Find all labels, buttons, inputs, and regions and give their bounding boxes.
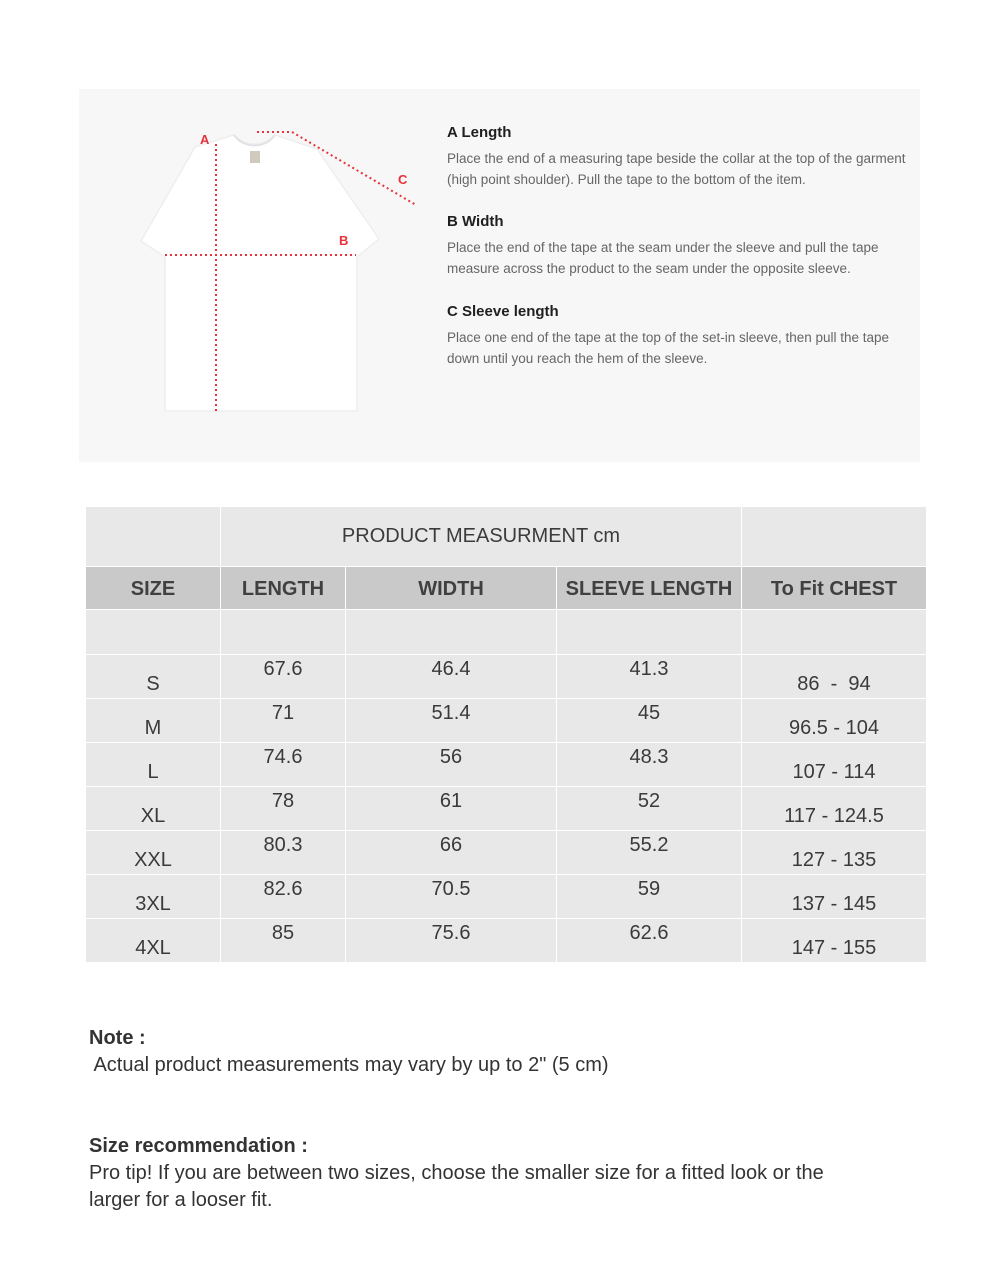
width-cell xyxy=(346,831,557,875)
collar-label xyxy=(250,151,260,163)
tshirt-shape xyxy=(141,135,379,411)
guide-item-length xyxy=(447,124,917,190)
width-cell-value: 56 xyxy=(439,746,463,768)
guide-title: B Width xyxy=(447,213,504,230)
width-cell-value: 61 xyxy=(439,790,463,812)
length-cell xyxy=(221,699,346,743)
table-row xyxy=(86,655,926,699)
length-cell-value: 82.6 xyxy=(263,878,303,900)
column-header: WIDTH xyxy=(346,567,557,610)
table-body xyxy=(86,655,926,963)
column-header: SIZE xyxy=(86,567,221,610)
size-recommendation-block xyxy=(89,1135,824,1212)
chest-cell-value: 127 - 135 xyxy=(791,849,877,871)
note-block xyxy=(89,1027,609,1077)
length-cell xyxy=(221,875,346,919)
note-label: Note : xyxy=(89,1027,146,1049)
width-cell xyxy=(346,919,557,963)
sleeve-cell xyxy=(557,743,742,787)
length-cell xyxy=(221,831,346,875)
length-cell xyxy=(221,743,346,787)
sleeve-cell-value: 59 xyxy=(637,878,661,900)
size-cell-value: XL xyxy=(140,805,166,827)
size-cell xyxy=(86,699,221,743)
width-cell xyxy=(346,699,557,743)
label-a: A xyxy=(200,132,210,147)
sleeve-cell xyxy=(557,919,742,963)
label-b: B xyxy=(339,233,349,248)
chest-cell xyxy=(742,919,926,963)
size-cell xyxy=(86,743,221,787)
sleeve-cell xyxy=(557,875,742,919)
sleeve-cell-value: 62.6 xyxy=(629,922,669,944)
column-header: LENGTH xyxy=(221,567,346,610)
tshirt-diagram xyxy=(79,89,439,462)
sleeve-cell xyxy=(557,699,742,743)
table-row xyxy=(86,699,926,743)
table-spacer-row xyxy=(86,610,926,655)
recommendation-text: larger for a looser fit. xyxy=(89,1189,273,1211)
table-header-row xyxy=(86,567,926,610)
width-cell-value: 75.6 xyxy=(431,922,471,944)
chest-cell xyxy=(742,699,926,743)
size-cell-value: S xyxy=(146,673,160,695)
size-cell-value: XXL xyxy=(134,849,172,871)
guide-desc: Place the end of the tape at the seam under the sleeve and pull the tape measure across the product to the seam under the opposite sleeve. xyxy=(447,240,879,276)
guide-title: C Sleeve length xyxy=(447,303,559,320)
recommendation-label: Size recommendation : xyxy=(89,1135,308,1157)
width-cell-value: 46.4 xyxy=(431,658,471,680)
column-header: SLEEVE LENGTH xyxy=(557,567,742,610)
length-cell xyxy=(221,655,346,699)
guide-title: A Length xyxy=(447,124,512,141)
chest-cell-value: 117 - 124.5 xyxy=(784,805,884,827)
sleeve-cell-value: 52 xyxy=(637,790,661,812)
chest-cell xyxy=(742,655,926,699)
sleeve-cell xyxy=(557,655,742,699)
size-cell-value: 4XL xyxy=(135,937,171,959)
chest-cell xyxy=(742,743,926,787)
table-row xyxy=(86,743,926,787)
label-c: C xyxy=(398,172,408,187)
table-title-row xyxy=(86,507,926,567)
note-text: Actual product measurements may vary by up to 2" (5 cm) xyxy=(89,1054,609,1076)
column-header: To Fit CHEST xyxy=(742,567,926,610)
chest-cell-value: 96.5 - 104 xyxy=(788,717,880,739)
chest-cell xyxy=(742,831,926,875)
size-chart-table xyxy=(86,507,926,963)
width-cell xyxy=(346,787,557,831)
guide-desc: Place the end of a measuring tape beside the collar at the top of the garment (high point shoulder). Pull the tape to the bottom of the item. xyxy=(447,151,906,187)
length-cell-value: 67.6 xyxy=(263,658,303,680)
length-cell-value: 74.6 xyxy=(263,746,303,768)
width-cell xyxy=(346,655,557,699)
width-cell-value: 66 xyxy=(439,834,463,856)
measurement-guide xyxy=(79,89,920,462)
width-cell-value: 51.4 xyxy=(431,702,471,724)
width-cell xyxy=(346,875,557,919)
size-cell xyxy=(86,655,221,699)
chest-cell-value: 147 - 155 xyxy=(791,937,877,959)
chest-cell-value: 137 - 145 xyxy=(791,893,877,915)
sleeve-cell xyxy=(557,787,742,831)
length-cell xyxy=(221,919,346,963)
sleeve-cell-value: 55.2 xyxy=(629,834,669,856)
size-cell xyxy=(86,919,221,963)
chest-cell-value: 86 - 94 xyxy=(797,673,871,695)
size-cell xyxy=(86,875,221,919)
size-cell xyxy=(86,787,221,831)
chest-cell xyxy=(742,787,926,831)
guide-item-sleeve xyxy=(447,303,917,369)
recommendation-text: Pro tip! If you are between two sizes, choose the smaller size for a fitted look or the xyxy=(89,1162,824,1184)
table-row xyxy=(86,919,926,963)
sleeve-cell xyxy=(557,831,742,875)
length-cell-value: 78 xyxy=(271,790,295,812)
size-cell-value: 3XL xyxy=(135,893,171,915)
guide-item-width xyxy=(447,213,917,279)
sleeve-cell-value: 41.3 xyxy=(629,658,669,680)
sleeve-cell-value: 48.3 xyxy=(629,746,669,768)
length-cell xyxy=(221,787,346,831)
chest-cell-value: 107 - 114 xyxy=(792,761,876,783)
length-cell-value: 85 xyxy=(271,922,295,944)
table-row xyxy=(86,875,926,919)
width-cell xyxy=(346,743,557,787)
width-cell-value: 70.5 xyxy=(431,878,471,900)
size-cell xyxy=(86,831,221,875)
length-cell-value: 71 xyxy=(271,702,295,724)
chest-cell xyxy=(742,875,926,919)
size-cell-value: M xyxy=(144,717,162,739)
table-row xyxy=(86,787,926,831)
length-cell-value: 80.3 xyxy=(263,834,303,856)
size-cell-value: L xyxy=(147,761,159,783)
table-row xyxy=(86,831,926,875)
sleeve-cell-value: 45 xyxy=(637,702,661,724)
guide-desc: Place one end of the tape at the top of the set-in sleeve, then pull the tape down until you reach the hem of the sleeve. xyxy=(447,330,890,366)
table-title: PRODUCT MEASURMENT cm xyxy=(341,525,621,547)
